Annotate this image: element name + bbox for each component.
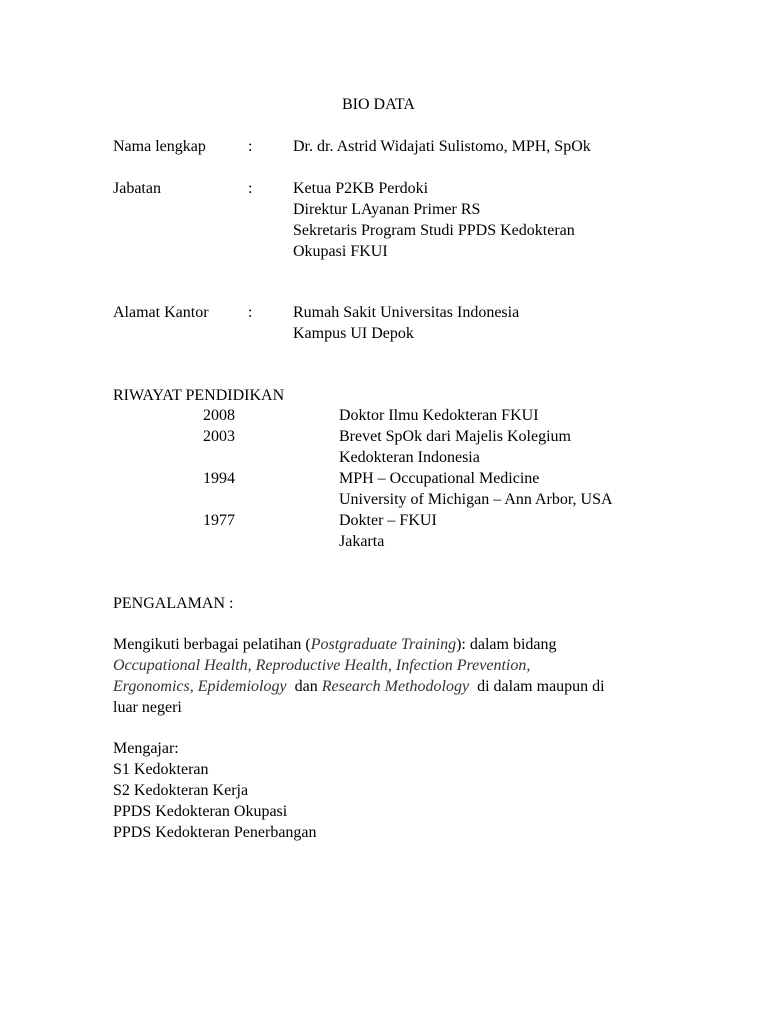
paragraph-line: [113, 634, 673, 655]
education-line: University of Michigan – Ann Arbor, USA: [339, 491, 613, 508]
education-entry: [113, 468, 673, 510]
education-entry: [113, 426, 673, 468]
field-value: Direktur LAyanan Primer RS: [293, 201, 481, 218]
field-value: Okupasi FKUI: [293, 243, 388, 260]
education-line: Brevet SpOk dari Majelis Kolegium: [339, 428, 571, 445]
education-list: [113, 405, 673, 552]
field-label: Alamat Kantor: [113, 304, 209, 321]
paragraph-text: Mengikuti berbagai pelatihan (: [113, 636, 311, 653]
experience-heading: PENGALAMAN :: [113, 595, 234, 612]
teaching-item: S2 Kedokteran Kerja: [113, 782, 249, 799]
field-label: Jabatan: [113, 180, 161, 197]
field-label: Nama lengkap: [113, 138, 206, 155]
paragraph-line: [113, 676, 673, 697]
education-heading: RIWAYAT PENDIDIKAN: [113, 387, 285, 404]
paragraph-text: ): dalam bidang: [456, 636, 557, 653]
education-description: [339, 468, 673, 510]
field-colon: :: [248, 304, 253, 321]
field-values: [293, 178, 575, 262]
education-description: [339, 426, 673, 468]
field-value: Sekretaris Program Studi PPDS Kedokteran: [293, 222, 575, 239]
paragraph-line: [113, 655, 673, 676]
education-description: [339, 405, 673, 426]
field-value: Kampus UI Depok: [293, 325, 414, 342]
paragraph-text: dan: [286, 678, 322, 695]
field-value: Rumah Sakit Universitas Indonesia: [293, 304, 520, 321]
education-year: 2003: [203, 428, 235, 445]
field-colon: :: [248, 180, 253, 197]
education-year: 1977: [203, 512, 235, 529]
paragraph-emphasis: Ergonomics, Epidemiology: [113, 678, 287, 695]
teaching-section: [113, 738, 317, 843]
paragraph-line: luar negeri: [113, 699, 182, 716]
paragraph-emphasis: Postgraduate Training: [310, 636, 457, 653]
experience-paragraph: [113, 634, 673, 718]
field-values: [293, 302, 519, 344]
paragraph-emphasis: Occupational Health, Reproductive Health, Infection Prevention,: [113, 657, 531, 674]
teaching-item: S1 Kedokteran: [113, 761, 209, 778]
education-line: Dokter – FKUI: [339, 512, 437, 529]
teaching-item: PPDS Kedokteran Okupasi: [113, 803, 288, 820]
education-entry: [113, 405, 673, 426]
paragraph-text: di dalam maupun di: [469, 678, 605, 695]
education-year: 1994: [203, 470, 235, 487]
field-colon: :: [248, 138, 253, 155]
education-description: [339, 510, 673, 552]
education-year: 2008: [203, 407, 235, 424]
paragraph-emphasis: Research Methodology: [321, 678, 470, 695]
education-line: Doktor Ilmu Kedokteran FKUI: [339, 407, 539, 424]
education-line: MPH – Occupational Medicine: [339, 470, 540, 487]
document-title: BIO DATA: [342, 96, 415, 113]
field-value: Ketua P2KB Perdoki: [293, 180, 429, 197]
education-line: Jakarta: [339, 533, 385, 550]
field-values: [293, 136, 591, 157]
teaching-item: PPDS Kedokteran Penerbangan: [113, 824, 317, 841]
teaching-label: Mengajar:: [113, 740, 179, 757]
field-value: Dr. dr. Astrid Widajati Sulistomo, MPH, SpOk: [293, 138, 591, 155]
education-entry: [113, 510, 673, 552]
education-line: Kedokteran Indonesia: [339, 449, 480, 466]
